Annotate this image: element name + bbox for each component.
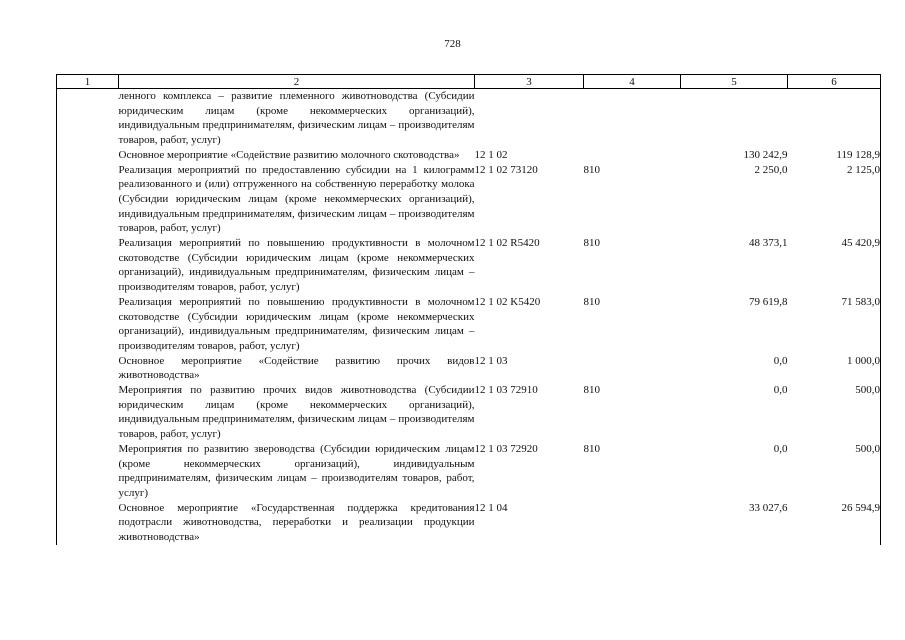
row-number-cell	[57, 163, 119, 237]
header-col-6: 6	[788, 75, 881, 89]
row-vr-cell: 810	[583, 384, 600, 397]
row-sum2-cell: 26 594,9	[788, 501, 881, 545]
table-row	[57, 501, 881, 545]
page-number: 728	[444, 38, 461, 50]
row-csr-cell: 12 1 02 K5420	[474, 295, 541, 308]
row-csr-cell: 12 1 02 73120	[474, 163, 538, 176]
header-col-3: 3	[475, 75, 584, 89]
row-name-cell: Реализация мероприятий по повышению продуктивности в молочном скотоводстве (Субсидии юридическим лицам (кроме некоммерческих организаций), индивидуальным предпринимателям, физическим лицам – производителям товаров, работ, услуг)	[118, 295, 475, 352]
row-csr-cell: 12 1 03	[474, 354, 508, 367]
row-name-cell: Мероприятия по развитию звероводства (Субсидии юридическим лицам (кроме некоммерческих организаций), индивидуальным предпринимателям, физическим лицам – производителям товаров, работ, услуг)	[118, 442, 475, 499]
table-row	[57, 354, 881, 383]
row-name-cell: Основное мероприятие «Государственная поддержка кредитования подотрасли животноводства, переработки и реализации продукции животноводства»	[118, 501, 475, 544]
row-sum2-cell	[788, 89, 881, 148]
table-row	[57, 148, 881, 163]
row-vr-cell: 810	[583, 163, 600, 176]
row-name-cell: Основное мероприятие «Содействие развитию молочного скотоводства»	[118, 148, 460, 161]
header-col-4: 4	[584, 75, 681, 89]
row-sum1-cell: 0,0	[773, 384, 788, 397]
row-name-cell: ленного комплекса – развитие племенного животноводства (Субсидии юридическим лицам (кроме некоммерческих организаций), индивидуальным предпринимателям, физическим лицам – производителям товаров, работ, услуг)	[118, 90, 475, 147]
table-row	[57, 89, 881, 148]
row-sum1-cell: 2 250,0	[754, 163, 788, 176]
row-sum1-cell	[681, 89, 788, 148]
row-name-cell: Реализация мероприятий по предоставлению субсидии на 1 килограмм реализованного и (или) отгруженного на собственную переработку молока (Субсидии юридическим лицам (кроме некоммерческих организаций), индивидуальным предпринимателям, физическим лицам – производителям товаров, работ, услуг)	[118, 163, 475, 235]
row-vr-cell: 810	[583, 442, 600, 455]
table-row	[57, 163, 881, 237]
row-sum1-cell: 130 242,9	[743, 148, 788, 161]
row-sum1-cell: 0,0	[773, 354, 788, 367]
row-number-cell	[57, 501, 119, 545]
row-csr-cell: 12 1 03 72910	[474, 384, 538, 397]
table-row	[57, 442, 881, 501]
header-row	[57, 75, 881, 89]
table-body	[57, 89, 881, 545]
row-csr-cell: 12 1 02	[474, 148, 508, 161]
row-csr-cell	[475, 89, 584, 148]
row-name-cell: Реализация мероприятий по повышению продуктивности в молочном скотоводстве (Субсидии юридическим лицам (кроме некоммерческих организаций), индивидуальным предпринимателям, физическим лицам – производителям товаров, работ, услуг)	[118, 237, 475, 294]
row-csr-cell: 12 1 02 R5420	[474, 237, 540, 250]
table-row	[57, 295, 881, 354]
row-name-cell: Мероприятия по развитию прочих видов животноводства (Субсидии юридическим лицам (кроме некоммерческих организаций), индивидуальным предпринимателям, физическим лицам – производителям товаров, работ, услуг)	[118, 384, 475, 441]
row-sum1-cell: 33 027,6	[749, 501, 788, 514]
row-sum1-cell: 48 373,1	[749, 237, 788, 250]
row-vr-cell: 810	[583, 295, 600, 308]
row-number-cell	[57, 442, 119, 501]
table-row	[57, 236, 881, 295]
header-col-2: 2	[119, 75, 475, 89]
row-sum2-cell: 71 583,0	[788, 295, 881, 354]
row-sum2-cell: 2 125,0	[788, 163, 881, 237]
row-sum2-cell: 1 000,0	[788, 354, 881, 383]
row-number-cell	[57, 236, 119, 295]
row-sum2-cell: 500,0	[788, 442, 881, 501]
row-name-cell: Основное мероприятие «Содействие развитию прочих видов животноводства»	[118, 354, 475, 382]
row-sum2-cell: 119 128,9	[788, 148, 881, 163]
header-col-1: 1	[57, 75, 119, 89]
row-vr-cell	[584, 501, 681, 545]
budget-table	[56, 74, 881, 545]
table-header	[57, 75, 881, 89]
row-sum1-cell: 0,0	[773, 442, 788, 455]
row-vr-cell: 810	[583, 237, 600, 250]
row-csr-cell: 12 1 04	[474, 501, 508, 514]
row-vr-cell	[584, 148, 681, 163]
row-number-cell	[57, 383, 119, 442]
row-vr-cell	[584, 89, 681, 148]
row-number-cell	[57, 89, 119, 148]
row-sum1-cell: 79 619,8	[749, 295, 788, 308]
row-sum2-cell: 500,0	[788, 383, 881, 442]
table-row	[57, 383, 881, 442]
row-number-cell	[57, 354, 119, 383]
row-sum2-cell: 45 420,9	[788, 236, 881, 295]
header-col-5: 5	[681, 75, 788, 89]
row-number-cell	[57, 295, 119, 354]
row-csr-cell: 12 1 03 72920	[474, 442, 538, 455]
row-vr-cell	[584, 354, 681, 383]
row-number-cell	[57, 148, 119, 163]
